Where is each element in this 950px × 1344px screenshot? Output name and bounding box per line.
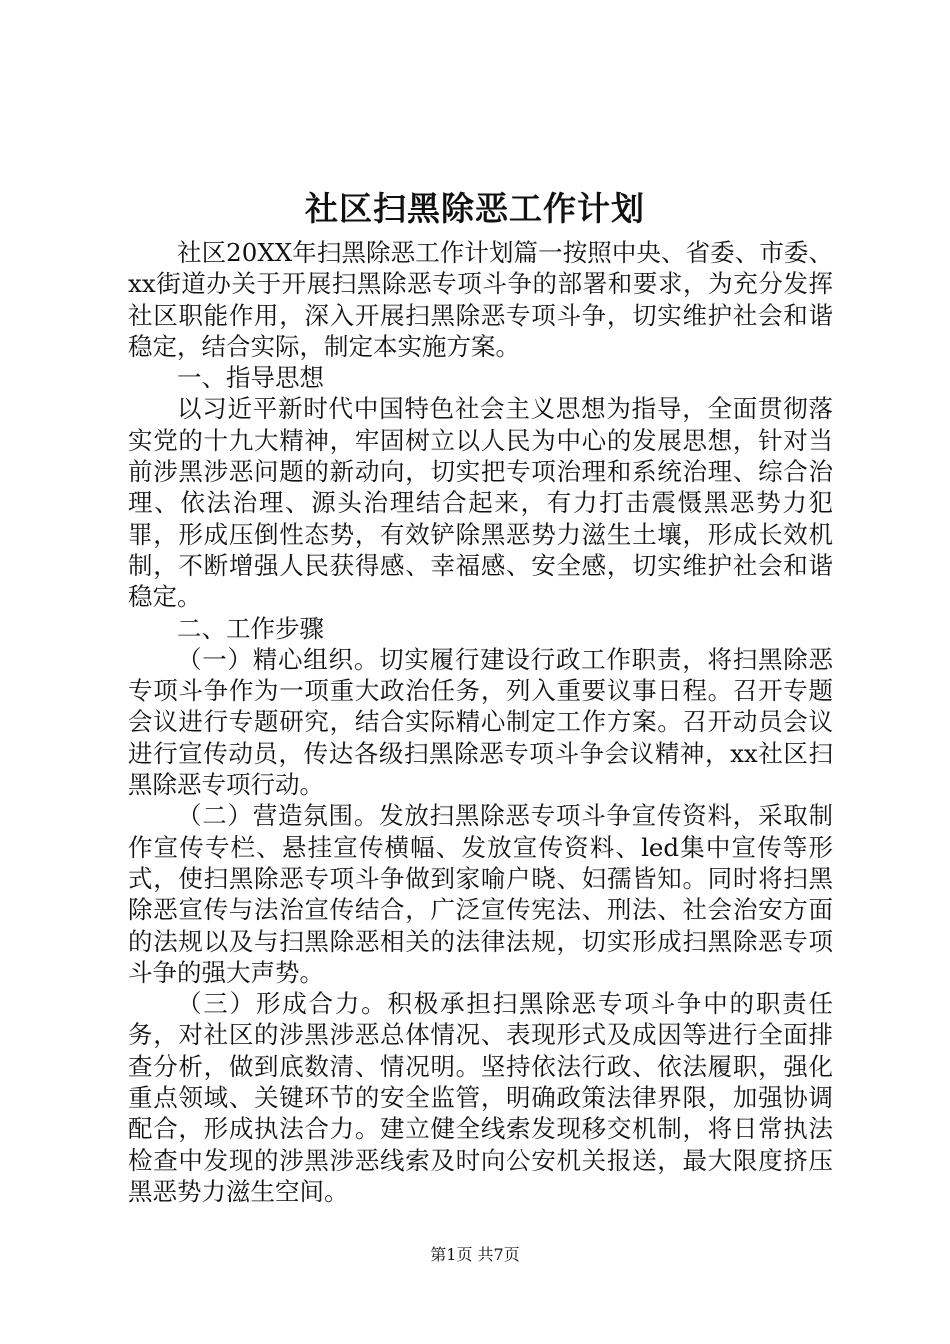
document-body [128,237,833,1207]
step-2-paragraph: （二）营造氛围。发放扫黑除恶专项斗争宣传资料，采取制作宣传专栏、悬挂宣传横幅、发放宣传资料、led集中宣传等形式，使扫黑除恶专项斗争做到家喻户晓、妇孺皆知。同时将扫黑除恶宣传与法治宣传结合，广泛宣传宪法、刑法、社会治安方面的法规以及与扫黑除恶相关的法律法规，切实形成扫黑除恶专项斗争的强大声势。 [128,801,833,987]
section-heading-work-steps: 二、工作步骤 [177,613,324,643]
step-3-paragraph: （三）形成合力。积极承担扫黑除恶专项斗争中的职责任务，对社区的涉黑涉恶总体情况、表现形式及成因等进行全面排查分析，做到底数清、情况明。坚持依法行政、依法履职，强化重点领域、关键环节的安全监管，明确政策法律界限，加强协调配合，形成执法合力。建立健全线索发现移交机制，将日常执法检查中发现的涉黑涉恶线索及时向公安机关报送，最大限度挤压黑恶势力滋生空间。 [128,989,833,1206]
step-1-paragraph: （一）精心组织。切实履行建设行政工作职责，将扫黑除恶专项斗争作为一项重大政治任务，列入重要议事日程。召开专题会议进行专题研究，结合实际精心制定工作方案。召开动员会议进行宣传动员，传达各级扫黑除恶专项斗争会议精神，xx社区扫黑除恶专项行动。 [128,644,833,800]
section-heading-guiding-thought: 一、指导思想 [177,363,324,393]
page-number-footer: 第1页 共7页 [430,1245,520,1264]
page-title: 社区扫黑除恶工作计划 [305,189,645,228]
intro-paragraph: 社区20XX年扫黑除恶工作计划篇一按照中央、省委、市委、xx街道办关于开展扫黑除恶专项斗争的部署和要求，为充分发挥社区职能作用，深入开展扫黑除恶专项斗争，切实维护社会和谐稳定，结合实际，制定本实施方案。 [128,238,833,361]
guiding-thought-paragraph: 以习近平新时代中国特色社会主义思想为指导，全面贯彻落实党的十九大精神，牢固树立以人民为中心的发展思想，针对当前涉黑涉恶问题的新动向，切实把专项治理和系统治理、综合治理、依法治理、源头治理结合起来，有力打击震慑黑恶势力犯罪，形成压倒性态势，有效铲除黑恶势力滋生土壤，形成长效机制，不断增强人民获得感、幸福感、安全感，切实维护社会和谐稳定。 [128,394,833,612]
